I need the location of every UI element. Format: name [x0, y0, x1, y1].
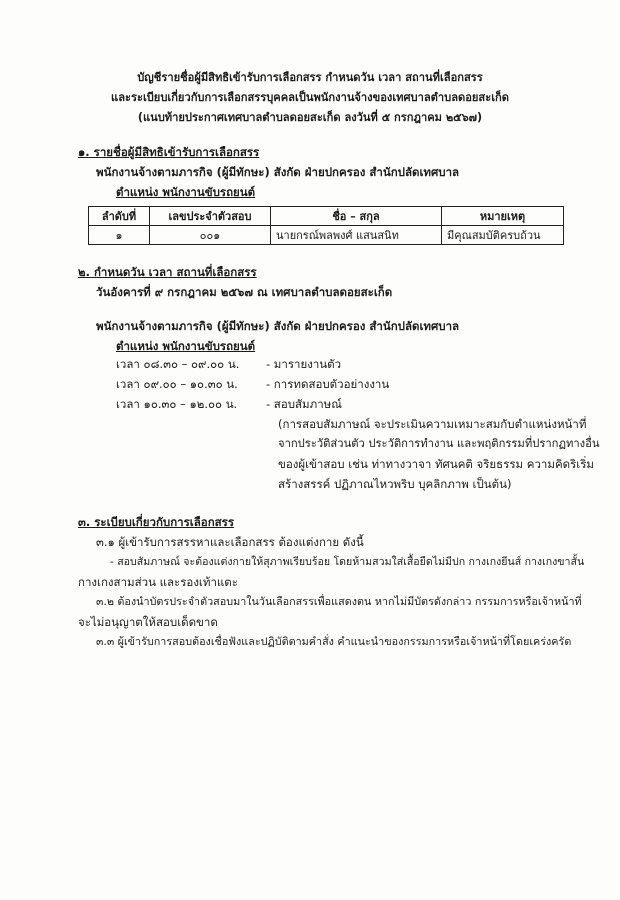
- cell-exam-id: ๐๐๑: [150, 226, 271, 245]
- rule-3-1: ๓.๑ ผู้เข้ารับการสรรหาและเลือกสรร ต้องแต่งกาย ดังนี้: [96, 535, 364, 549]
- schedule-activity-3: - สอบสัมภาษณ์: [266, 397, 342, 411]
- schedule-time-1: เวลา ๐๘.๓๐ – ๐๙.๐๐ น.: [116, 357, 240, 371]
- schedule-activity-2: - การทดสอบตัวอย่างงาน: [266, 377, 390, 391]
- section2-date: วันอังคารที่ ๙ กรกฎาคม ๒๕๖๗ ณ เทศบาลตำบลดอยสะเก็ด: [96, 285, 393, 299]
- doc-title-line3: (แนบท้ายประกาศเทศบาลตำบลดอยสะเก็ด ลงวันที่ ๕ กรกฎาคม ๒๕๖๗): [137, 111, 483, 124]
- doc-title-line1: บัญชีรายชื่อผู้มีสิทธิเข้ารับการเลือกสรร กำหนดวัน เวลา สถานที่เลือกสรร: [137, 71, 483, 84]
- section1-heading: ๑. รายชื่อผู้มีสิทธิเข้ารับการเลือกสรร: [78, 145, 260, 159]
- schedule-time-2: เวลา ๐๙.๐๐ – ๑๐.๓๐ น.: [116, 377, 238, 391]
- table-header-row: [89, 207, 564, 226]
- cell-order: ๑: [89, 226, 150, 245]
- col-header-name: ชื่อ – สกุล: [271, 207, 442, 226]
- section1-position: ตำแหน่ง พนักงานขับรถยนต์: [116, 185, 256, 199]
- table-row: [89, 226, 564, 245]
- col-header-exam-id: เลขประจำตัวสอบ: [150, 207, 271, 226]
- section3-heading: ๓. ระเบียบเกี่ยวกับการเลือกสรร: [78, 515, 235, 529]
- rule-3-2-line1: ๓.๒ ต้องนำบัตรประจำตัวสอบมาในวันเลือกสรรเพื่อแสดงตน หากไม่มีบัตรดังกล่าว กรรมการหรือเจ้าหน้าที่: [96, 595, 582, 608]
- schedule-activity-1: - มารายงานตัว: [266, 357, 342, 371]
- candidate-table: [88, 206, 564, 245]
- rule-3-1-detail-b: กางเกงสามส่วน และรองเท้าแตะ: [78, 575, 238, 589]
- section2-position: ตำแหน่ง พนักงานขับรถยนต์: [116, 339, 256, 353]
- interview-note-line1: (การสอบสัมภาษณ์ จะประเมินความเหมาะสมกับตำแหน่งหน้าที่: [278, 417, 587, 431]
- interview-note-line3: ของผู้เข้าสอบ เช่น ท่าทางวาจา ทัศนคติ จริยธรรม ความคิดริเริ่ม: [278, 457, 594, 471]
- cell-name: นายกรณ์พลพงศ์ แสนสนิท: [271, 226, 442, 245]
- schedule-time-3: เวลา ๑๐.๓๐ – ๑๒.๐๐ น.: [116, 397, 238, 411]
- cell-remark: มีคุณสมบัติครบถ้วน: [442, 226, 564, 245]
- rule-3-1-detail-a: - สอบสัมภาษณ์ จะต้องแต่งกายให้สุภาพเรียบร้อย โดยห้ามสวมใส่เสื้อยืดไม่มีปก กางเกงยีนส์ กางเกงขาสั้น: [110, 556, 585, 568]
- interview-note-line4: สร้างสรรค์ ปฏิภาณไหวพริบ บุคลิกภาพ เป็นต้น): [278, 477, 512, 491]
- section1-unit: พนักงานจ้างตามภารกิจ (ผู้มีทักษะ) สังกัด ฝ่ายปกครอง สำนักปลัดเทศบาล: [96, 165, 460, 179]
- col-header-order: ลำดับที่: [89, 207, 150, 226]
- col-header-remark: หมายเหตุ: [442, 207, 564, 226]
- interview-note-line2: จากประวัติส่วนตัว ประวัติการทำงาน และพฤติกรรมที่ปรากฏทางอื่น: [278, 437, 600, 450]
- rule-3-2-line2: จะไม่อนุญาตให้สอบเด็ดขาด: [78, 615, 218, 629]
- section2-heading: ๒. กำหนดวัน เวลา สถานที่เลือกสรร: [78, 265, 257, 279]
- doc-title-line2: และระเบียบเกี่ยวกับการเลือกสรรบุคคลเป็นพนักงานจ้างของเทศบาลตำบลดอยสะเก็ด: [111, 91, 509, 104]
- section2-unit: พนักงานจ้างตามภารกิจ (ผู้มีทักษะ) สังกัด ฝ่ายปกครอง สำนักปลัดเทศบาล: [96, 319, 460, 333]
- rule-3-3: ๓.๓ ผู้เข้ารับการสอบต้องเชื่อฟังและปฏิบัติตามคำสั่ง คำแนะนำของกรรมการหรือเจ้าหน้าที่โดยเคร่งครัด: [96, 635, 572, 648]
